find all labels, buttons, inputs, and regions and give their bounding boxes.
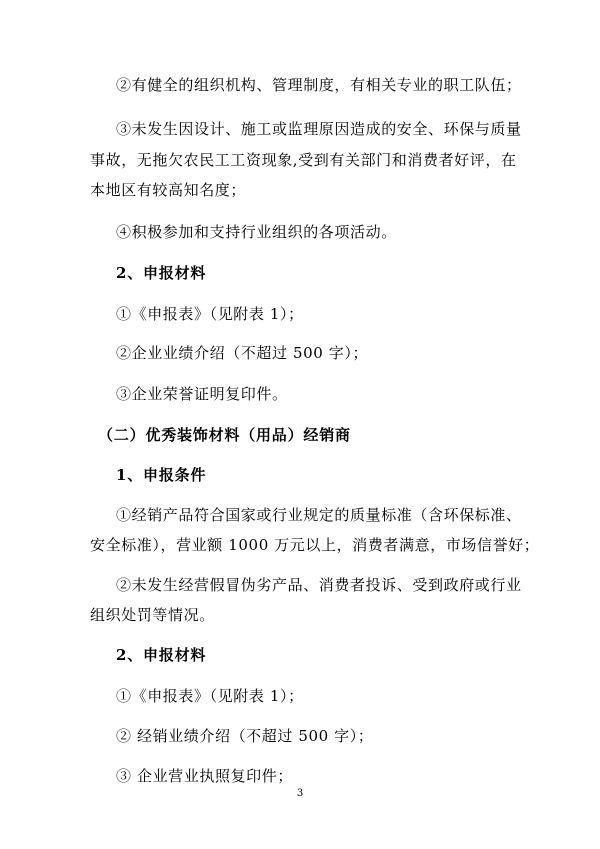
text-line: ③未发生因设计、施工或监理原因造成的安全、环保与质量 bbox=[116, 120, 522, 138]
text-line: 事故，无拖欠农民工工资现象,受到有关部门和消费者好评，在 bbox=[90, 151, 517, 169]
text-line: 本地区有较高知名度； bbox=[90, 181, 247, 199]
text-line: ③企业荣誉证明复印件。 bbox=[116, 385, 288, 403]
page-number: 3 bbox=[296, 788, 304, 799]
subheading: 2、申报材料 bbox=[116, 264, 207, 282]
text-line: 安全标准），营业额 1000 万元以上，消费者满意，市场信誉好； bbox=[90, 536, 540, 554]
text-line: ②企业业绩介绍（不超过 500 字）； bbox=[116, 344, 369, 362]
section-heading: （二）优秀装饰材料（用品）经销商 bbox=[98, 426, 351, 444]
text-line: ② 经销业绩介绍（不超过 500 字）； bbox=[116, 727, 374, 745]
text-line: 组织处罚等情况。 bbox=[90, 606, 215, 624]
text-line: ④积极参加和支持行业组织的各项活动。 bbox=[116, 223, 397, 241]
subheading: 1、申报条件 bbox=[116, 466, 207, 484]
text-line: ①经销产品符合国家或行业规定的质量标准（含环保标准、 bbox=[116, 506, 522, 524]
text-line: ②有健全的组织机构、管理制度，有相关专业的职工队伍； bbox=[116, 76, 522, 94]
text-line: ①《申报表》（见附表 1）； bbox=[116, 687, 304, 705]
text-line: ①《申报表》（见附表 1）； bbox=[116, 305, 304, 323]
text-line: ②未发生经营假冒伪劣产品、消费者投诉、受到政府或行业 bbox=[116, 576, 522, 594]
text-line: ③ 企业营业执照复印件； bbox=[116, 767, 293, 785]
subheading: 2、申报材料 bbox=[116, 646, 207, 664]
